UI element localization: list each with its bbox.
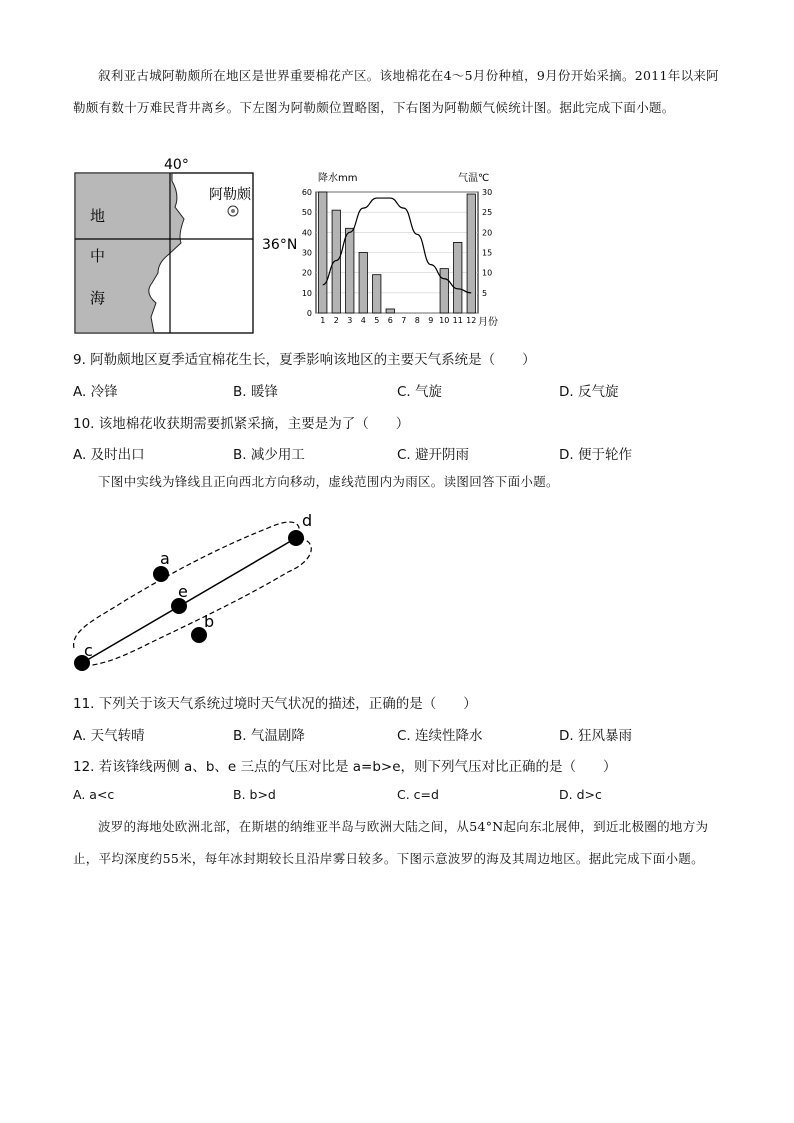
precip-tick-label: 10: [301, 288, 312, 298]
precip-tick-label: 60: [301, 188, 312, 197]
precip-bar: [386, 309, 394, 313]
q10-option-b[interactable]: B. 减少用工: [233, 447, 305, 463]
temp-tick-label: 5: [482, 288, 488, 298]
temp-tick-label: 15: [482, 248, 493, 258]
question-11: 11. 下列关于该天气系统过境时天气状况的描述，正确的是（ ）: [73, 696, 477, 712]
precip-tick-label: 50: [301, 208, 312, 218]
q9-option-c[interactable]: C. 气旋: [397, 384, 443, 400]
precip-axis-title: 降水mm: [318, 173, 358, 184]
precip-bar: [467, 194, 475, 313]
q11-option-a[interactable]: A. 天气转晴: [73, 728, 145, 744]
q11-option-d[interactable]: D. 狂风暴雨: [559, 728, 632, 744]
month-tick-label: 6: [387, 316, 393, 325]
city-label-aleppo: 阿勒颇: [209, 187, 251, 203]
front-line: [82, 538, 296, 663]
latitude-label: 36°N: [262, 237, 298, 253]
precip-bar: [359, 253, 367, 314]
passage-front: 下图中实线为锋线且正向西北方向移动，虚线范围内为雨区。读图回答下面小题。: [98, 474, 559, 489]
front-diagram: [68, 508, 328, 678]
month-tick-label: 9: [428, 316, 434, 325]
point-e-label: e: [178, 582, 188, 601]
month-tick-label: 11: [452, 316, 463, 325]
month-tick-label: 2: [333, 316, 339, 325]
passage-baltic: 波罗的海地处欧洲北部，在斯堪的纳维亚半岛与欧洲大陆之间，从54°N起向东北展伸，到近北极圈的地方为止，平均深度约55米，每年冰封期较长且沿岸雾日较多。下图示意波罗的海及其周边地区。据此完成下面小题。: [73, 819, 709, 866]
point-d-marker: [288, 530, 304, 546]
precip-bar: [454, 242, 462, 313]
point-c-label: c: [84, 641, 93, 660]
precip-tick-label: 30: [301, 248, 312, 258]
month-tick-label: 12: [466, 316, 477, 325]
aleppo-location-map: [72, 155, 312, 335]
month-unit-label: 月份: [478, 317, 498, 328]
q11-option-b[interactable]: B. 气温剧降: [233, 728, 305, 744]
question-9: 9. 阿勒颇地区夏季适宜棉花生长，夏季影响该地区的主要天气系统是（ ）: [73, 352, 536, 368]
q9-option-d[interactable]: D. 反气旋: [559, 384, 619, 400]
point-d-label: d: [302, 511, 313, 530]
q12-option-b[interactable]: B. b>d: [233, 787, 276, 802]
q9-option-a[interactable]: A. 冷锋: [73, 384, 118, 400]
month-tick-label: 8: [414, 316, 420, 325]
temp-tick-label: 20: [482, 228, 493, 238]
q10-option-d[interactable]: D. 便于轮作: [559, 447, 632, 463]
climate-chart: [300, 170, 510, 330]
q12-option-d[interactable]: D. d>c: [559, 787, 602, 802]
precip-bar: [373, 275, 381, 313]
question-10: 10. 该地棉花收获期需要抓紧采摘，主要是为了（ ）: [73, 416, 410, 432]
sea-char-3: 海: [90, 289, 106, 307]
precip-tick-label: 20: [301, 268, 312, 278]
longitude-label: 40°: [164, 157, 189, 173]
month-tick-label: 1: [320, 316, 326, 325]
question-12: 12. 若该锋线两侧 a、b、e 三点的气压对比是 a=b>e，则下列气压对比正确的是（ ）: [73, 759, 617, 775]
q12-option-a[interactable]: A. a<c: [73, 787, 115, 802]
q9-option-b[interactable]: B. 暖锋: [233, 384, 278, 400]
q12-option-c[interactable]: C. c=d: [397, 787, 439, 802]
q10-option-a[interactable]: A. 及时出口: [73, 447, 145, 463]
temp-axis-title: 气温℃: [458, 173, 490, 184]
precip-bar: [319, 192, 327, 313]
point-a-marker: [153, 566, 169, 582]
month-tick-label: 3: [347, 316, 353, 325]
point-a-label: a: [160, 549, 170, 568]
precip-tick-label: 40: [301, 228, 312, 238]
precip-tick-label: 0: [306, 309, 312, 318]
precip-bar: [440, 269, 448, 313]
passage-aleppo: 叙利亚古城阿勒颇所在地区是世界重要棉花产区。该地棉花在4～5月份种植，9月份开始采摘。2011年以来阿勒颇有数十万难民背井离乡。下左图为阿勒颇位置略图，下右图为阿勒颇气候统计图。据此完成下面小题。: [73, 68, 719, 115]
q11-option-c[interactable]: C. 连续性降水: [397, 728, 483, 744]
month-tick-label: 7: [401, 316, 407, 325]
precip-bar: [346, 228, 354, 313]
rain-area-boundary: [74, 522, 312, 666]
sea-char-2: 中: [90, 247, 106, 265]
q10-option-c[interactable]: C. 避开阴雨: [397, 447, 470, 463]
temp-tick-label: 10: [482, 268, 493, 278]
point-b-label: b: [204, 612, 215, 631]
temp-tick-label: 30: [482, 188, 493, 197]
temp-tick-label: 25: [482, 208, 493, 218]
month-tick-label: 10: [439, 316, 450, 325]
sea-char-1: 地: [90, 207, 106, 225]
month-tick-label: 4: [360, 316, 366, 325]
month-tick-label: 5: [374, 316, 380, 325]
